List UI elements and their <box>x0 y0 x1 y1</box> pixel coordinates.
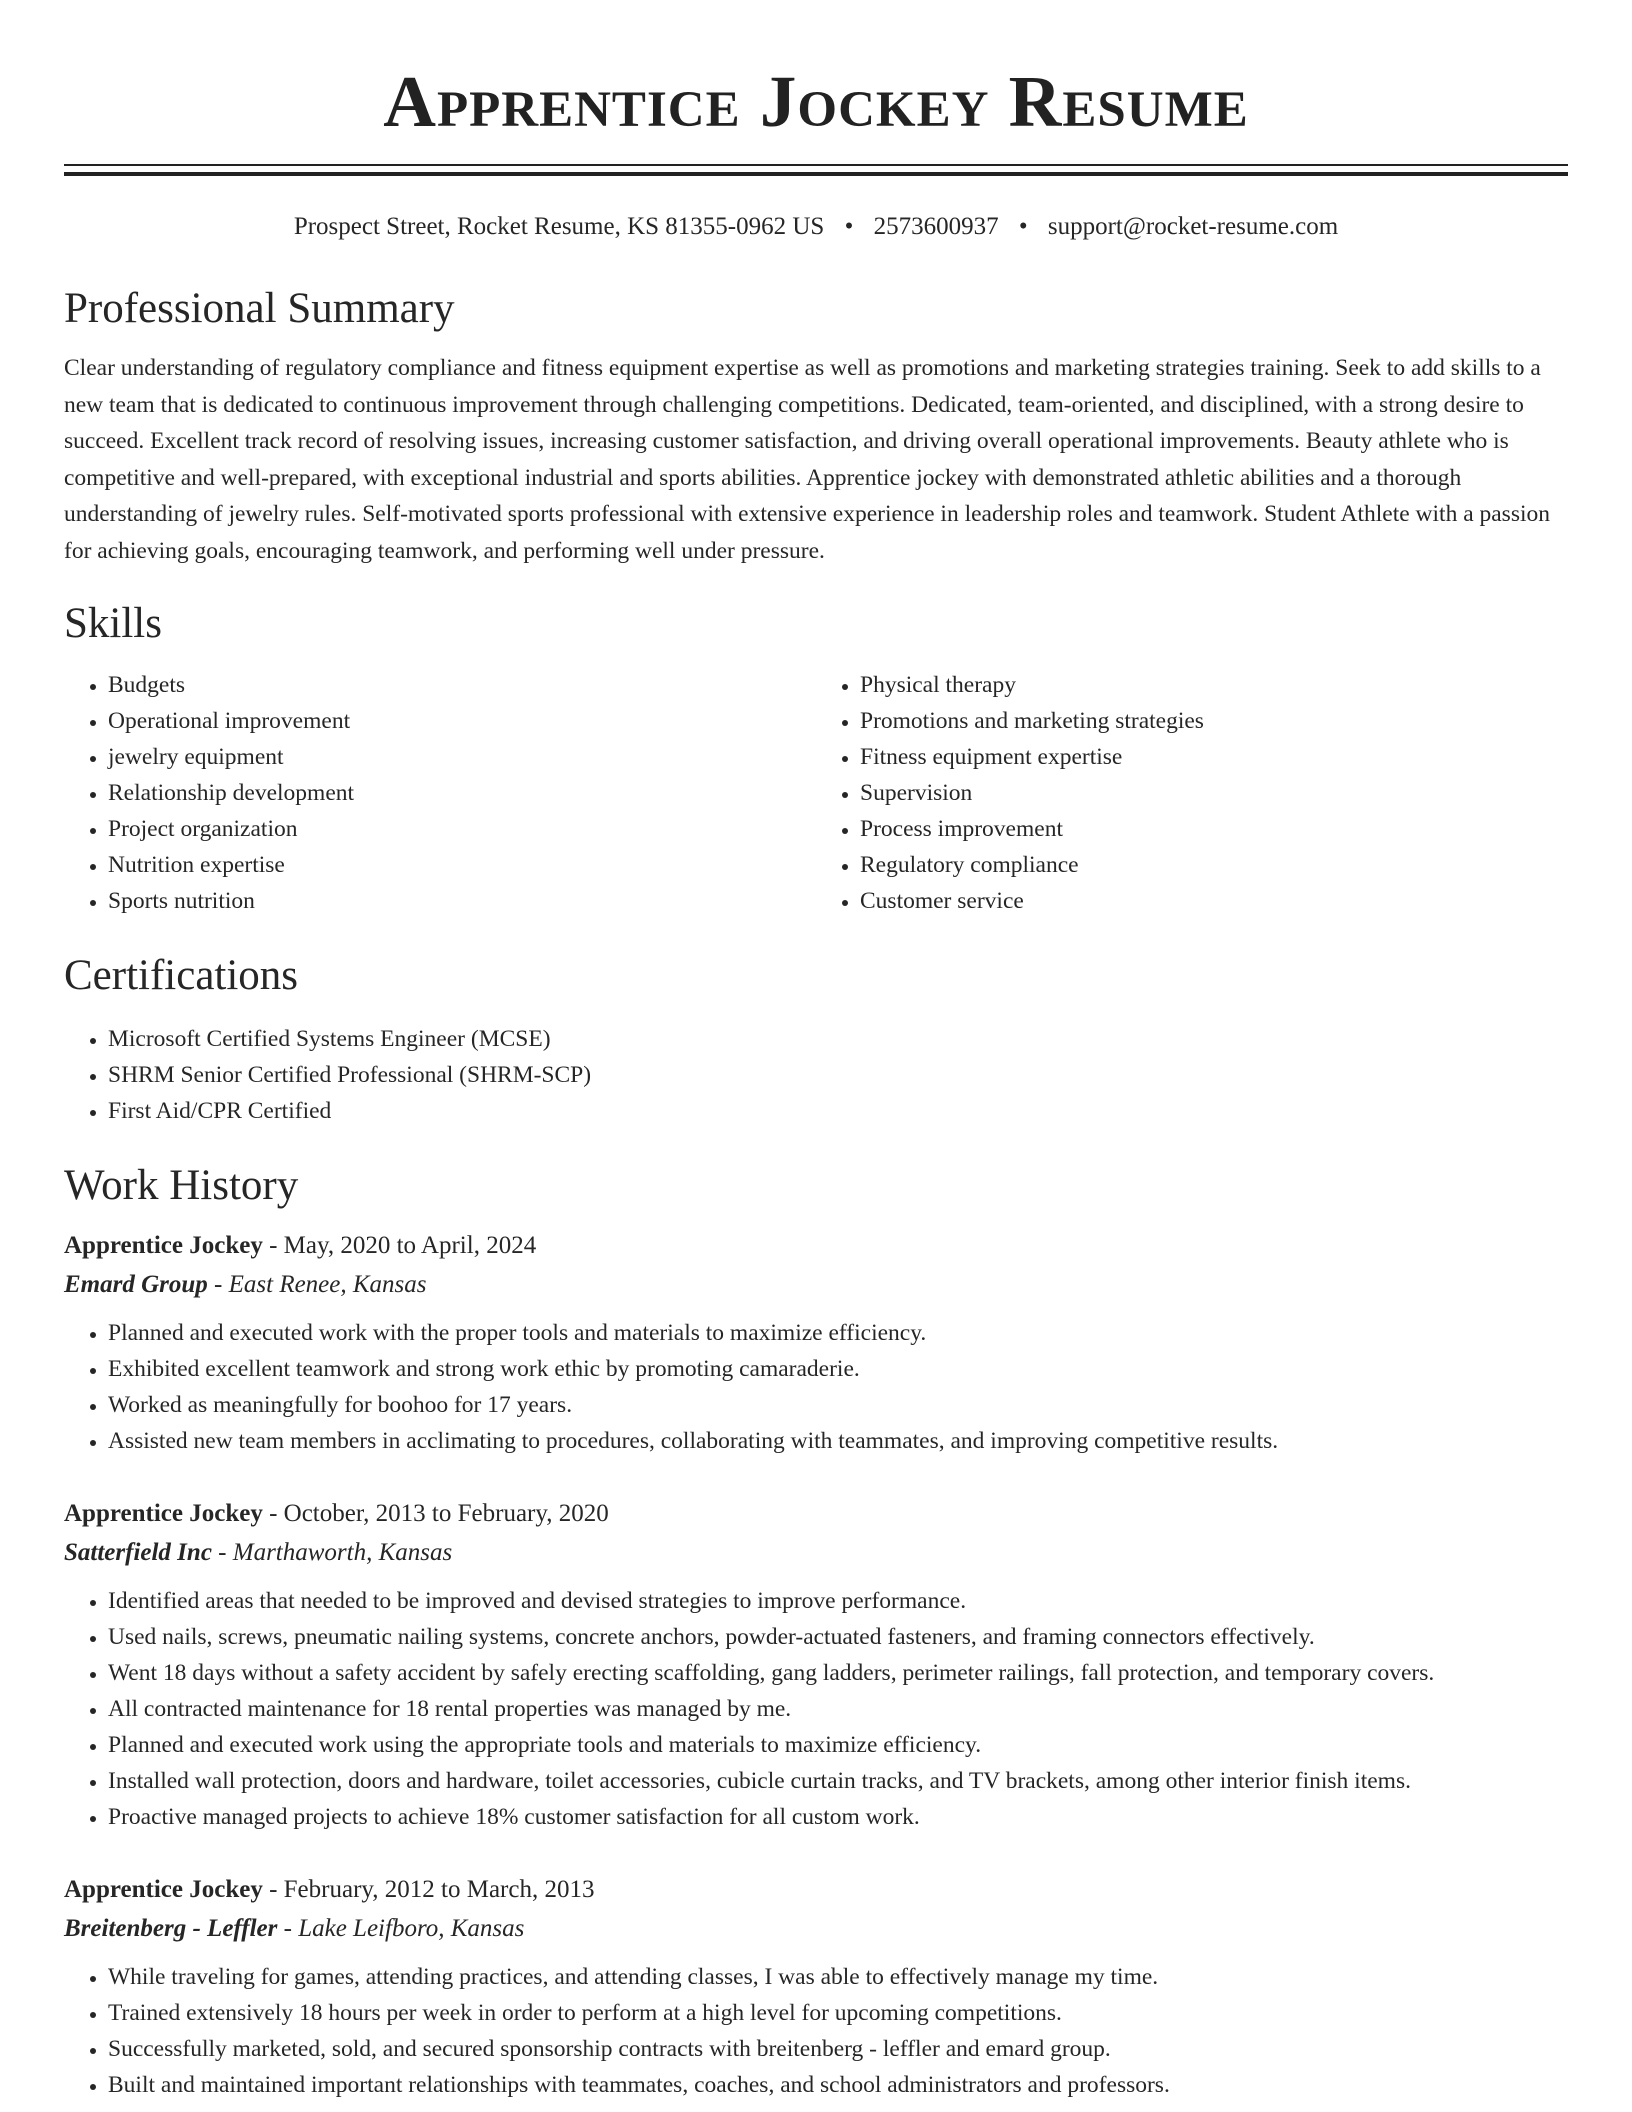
skill-item: • Customer service <box>860 883 1568 919</box>
job-header <box>64 1227 1568 1265</box>
job-company: Satterfield Inc <box>64 1539 212 1566</box>
job-dates: - October, 2013 to February, 2020 <box>262 1500 609 1527</box>
job-title: Apprentice Jockey <box>64 1500 263 1527</box>
skill-item: • Supervision <box>860 775 1568 811</box>
job-title: Apprentice Jockey <box>64 1232 263 1259</box>
contact-email: support@rocket-resume.com <box>1047 213 1339 240</box>
job-bullet: • Planned and executed work using the appropriate tools and materials to maximize efficiency. <box>108 1727 1568 1763</box>
job-bullet: • Assisted new team members in acclimating to procedures, collaborating with teammates, and improving competitive results. <box>108 1423 1568 1459</box>
skill-item: • Operational improvement <box>108 703 816 739</box>
job-entry <box>64 1495 1568 1835</box>
skill-item: • Process improvement <box>860 811 1568 847</box>
skills-column-right <box>816 667 1568 919</box>
page-title: Apprentice Jockey Resume <box>383 61 1249 142</box>
job-entry <box>64 1871 1568 2103</box>
skill-item: • Project organization <box>108 811 816 847</box>
job-bullet: • Exhibited excellent teamwork and strong work ethic by promoting camaraderie. <box>108 1351 1568 1387</box>
skill-item: • Regulatory compliance <box>860 847 1568 883</box>
certification-item: • SHRM Senior Certified Professional (SHRM-SCP) <box>108 1057 1568 1093</box>
job-bullet: • All contracted maintenance for 18 rental properties was managed by me. <box>108 1691 1568 1727</box>
job-company-line <box>64 1533 1568 1573</box>
job-bullet: • Identified areas that needed to be improved and devised strategies to improve performance. <box>108 1583 1568 1619</box>
skills-grid <box>64 667 1568 919</box>
contact-separator: • <box>1018 213 1028 240</box>
job-bullet: • Proactive managed projects to achieve 18% customer satisfaction for all custom work. <box>108 1799 1568 1835</box>
job-location: - East Renee, Kansas <box>207 1271 427 1298</box>
skills-column-left <box>64 667 816 919</box>
job-bullet: • While traveling for games, attending practices, and attending classes, I was able to effectively manage my time. <box>108 1959 1568 1995</box>
title-divider <box>64 164 1568 176</box>
job-header <box>64 1495 1568 1533</box>
job-bullet: • Successfully marketed, sold, and secured sponsorship contracts with breitenberg - leffler and emard group. <box>108 2031 1568 2067</box>
summary-heading: Professional Summary <box>64 285 455 332</box>
skill-item: • Budgets <box>108 667 816 703</box>
job-bullet: • Built and maintained important relationships with teammates, coaches, and school administrators and professors. <box>108 2067 1568 2103</box>
job-bullet: • Went 18 days without a safety accident by safely erecting scaffolding, gang ladders, perimeter railings, fall protection, and temporary covers. <box>108 1655 1568 1691</box>
job-dates: - February, 2012 to March, 2013 <box>262 1876 595 1903</box>
certifications-heading: Certifications <box>64 952 299 999</box>
skills-heading: Skills <box>64 600 162 647</box>
contact-phone: 2573600937 <box>873 213 999 240</box>
job-bullet: • Used nails, screws, pneumatic nailing systems, concrete anchors, powder-actuated fasteners, and framing connectors effectively. <box>108 1619 1568 1655</box>
certifications-list <box>64 1021 1568 1129</box>
job-location: - Lake Leifboro, Kansas <box>277 1915 525 1942</box>
job-bullets <box>64 1959 1568 2103</box>
resume-page <box>64 0 1568 2103</box>
skill-item: • Fitness equipment expertise <box>860 739 1568 775</box>
contact-address: Prospect Street, Rocket Resume, KS 81355-0962 US <box>293 213 825 240</box>
skill-item: • Physical therapy <box>860 667 1568 703</box>
contact-line <box>64 210 1568 244</box>
skill-item: • Nutrition expertise <box>108 847 816 883</box>
summary-text: Clear understanding of regulatory compliance and fitness equipment expertise as well as promotions and marketing strategies training. Seek to add skills to a new team that is dedicated to continuous improvement through challenging competitions. Dedicated, team-oriented, and disciplined, with a strong desire to succeed. Excellent track record of resolving issues, increasing customer satisfaction, and driving overall operational improvements. Beauty athlete who is competitive and well-prepared, with exceptional industrial and sports abilities. Apprentice jockey with demonstrated athletic abilities and a thorough understanding of jewelry rules. Self-motivated sports professional with extensive experience in leadership roles and teamwork. Student Athlete with a passion for achieving goals, encouraging teamwork, and performing well under pressure. <box>64 355 1550 564</box>
skill-item: • jewelry equipment <box>108 739 816 775</box>
job-dates: - May, 2020 to April, 2024 <box>262 1232 537 1259</box>
job-bullets <box>64 1583 1568 1835</box>
job-bullet: • Worked as meaningfully for boohoo for 17 years. <box>108 1387 1568 1423</box>
job-header <box>64 1871 1568 1909</box>
certification-item: • Microsoft Certified Systems Engineer (MCSE) <box>108 1021 1568 1057</box>
job-bullet: • Trained extensively 18 hours per week in order to perform at a high level for upcoming competitions. <box>108 1995 1568 2031</box>
work-history-heading: Work History <box>64 1162 299 1209</box>
job-entry <box>64 1227 1568 1459</box>
job-company: Emard Group <box>64 1271 208 1298</box>
skill-item: • Sports nutrition <box>108 883 816 919</box>
skill-item: • Relationship development <box>108 775 816 811</box>
job-company-line <box>64 1909 1568 1949</box>
contact-separator: • <box>844 213 854 240</box>
skill-item: • Promotions and marketing strategies <box>860 703 1568 739</box>
job-title: Apprentice Jockey <box>64 1876 263 1903</box>
job-company-line <box>64 1265 1568 1305</box>
job-company: Breitenberg - Leffler <box>64 1915 278 1942</box>
job-bullet: • Planned and executed work with the proper tools and materials to maximize efficiency. <box>108 1315 1568 1351</box>
job-location: - Marthaworth, Kansas <box>211 1539 453 1566</box>
job-bullets <box>64 1315 1568 1459</box>
certification-item: • First Aid/CPR Certified <box>108 1093 1568 1129</box>
job-bullet: • Installed wall protection, doors and hardware, toilet accessories, cubicle curtain tracks, and TV brackets, among other interior finish items. <box>108 1763 1568 1799</box>
